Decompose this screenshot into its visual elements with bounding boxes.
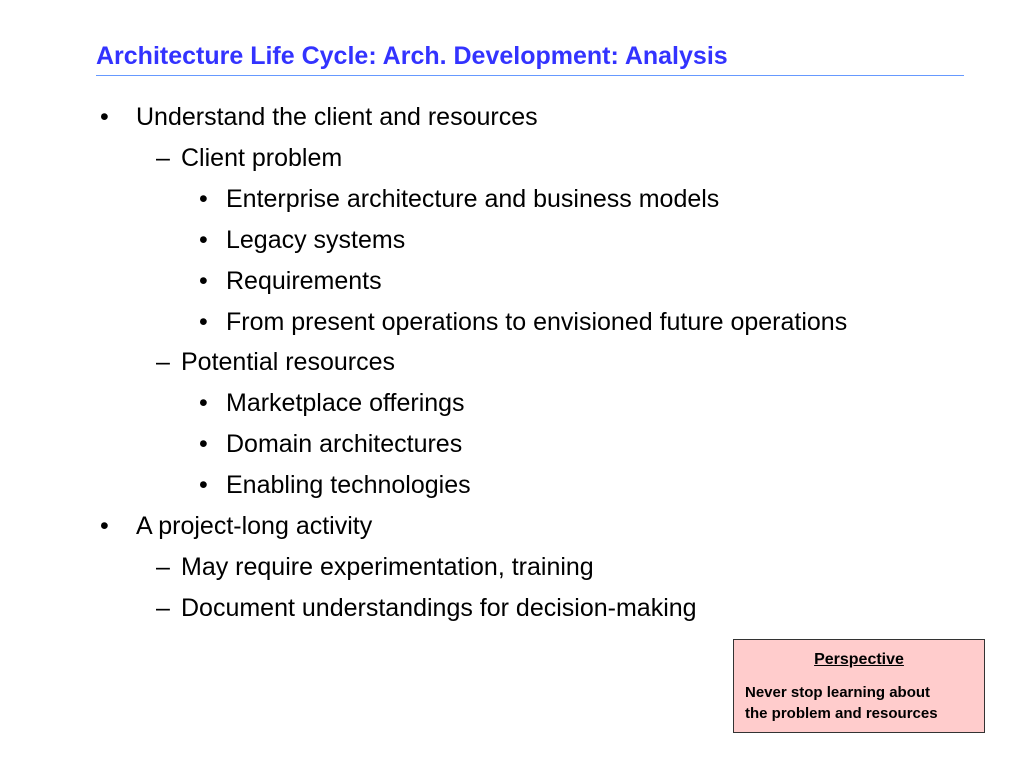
bullet-level-2 <box>0 552 1024 582</box>
dash-marker: – <box>156 143 170 172</box>
bullet-marker: • <box>199 430 208 459</box>
bullet-level-2 <box>0 347 1024 377</box>
dash-marker: – <box>156 552 170 581</box>
bullet-level-3 <box>0 184 1024 214</box>
bullet-text: Enterprise architecture and business models <box>226 184 720 213</box>
bullet-marker: • <box>100 512 109 540</box>
bullet-level-1 <box>0 102 1024 132</box>
callout-line: the problem and resources <box>745 705 938 722</box>
bullet-level-3 <box>0 225 1024 255</box>
dash-marker: – <box>156 593 170 622</box>
bullet-level-3 <box>0 266 1024 296</box>
bullet-text: Understand the client and resources <box>136 103 538 131</box>
bullet-marker: • <box>199 225 208 254</box>
dash-marker: – <box>156 348 170 377</box>
bullet-text: Marketplace offerings <box>226 389 465 418</box>
bullet-text: Client problem <box>181 143 343 172</box>
title-underline <box>96 75 964 76</box>
bullet-text: Potential resources <box>181 348 396 377</box>
bullet-text: Enabling technologies <box>226 471 471 500</box>
bullet-text: A project-long activity <box>136 512 373 540</box>
bullet-text: Domain architectures <box>226 430 463 459</box>
bullet-marker: • <box>100 103 109 131</box>
bullet-text: Requirements <box>226 266 382 295</box>
bullet-marker: • <box>199 307 208 336</box>
bullet-text: May require experimentation, training <box>181 552 594 581</box>
bullet-level-1 <box>0 511 1024 541</box>
bullet-level-3 <box>0 429 1024 459</box>
slide-title: Architecture Life Cycle: Arch. Development: Analysis <box>96 42 728 70</box>
bullet-text: Document understandings for decision-making <box>181 593 697 622</box>
bullet-marker: • <box>199 389 208 418</box>
bullet-marker: • <box>199 184 208 213</box>
bullet-marker: • <box>199 266 208 295</box>
bullet-level-3 <box>0 307 1024 337</box>
bullet-level-3 <box>0 470 1024 500</box>
callout-title: Perspective <box>814 651 904 668</box>
perspective-callout <box>733 639 985 733</box>
bullet-level-2 <box>0 143 1024 173</box>
callout-line: Never stop learning about <box>745 684 931 701</box>
bullet-text: Legacy systems <box>226 225 406 254</box>
bullet-text: From present operations to envisioned future operations <box>226 307 848 336</box>
callout-body <box>745 682 981 724</box>
bullet-level-3 <box>0 388 1024 418</box>
bullet-marker: • <box>199 471 208 500</box>
bullet-level-2 <box>0 593 1024 623</box>
